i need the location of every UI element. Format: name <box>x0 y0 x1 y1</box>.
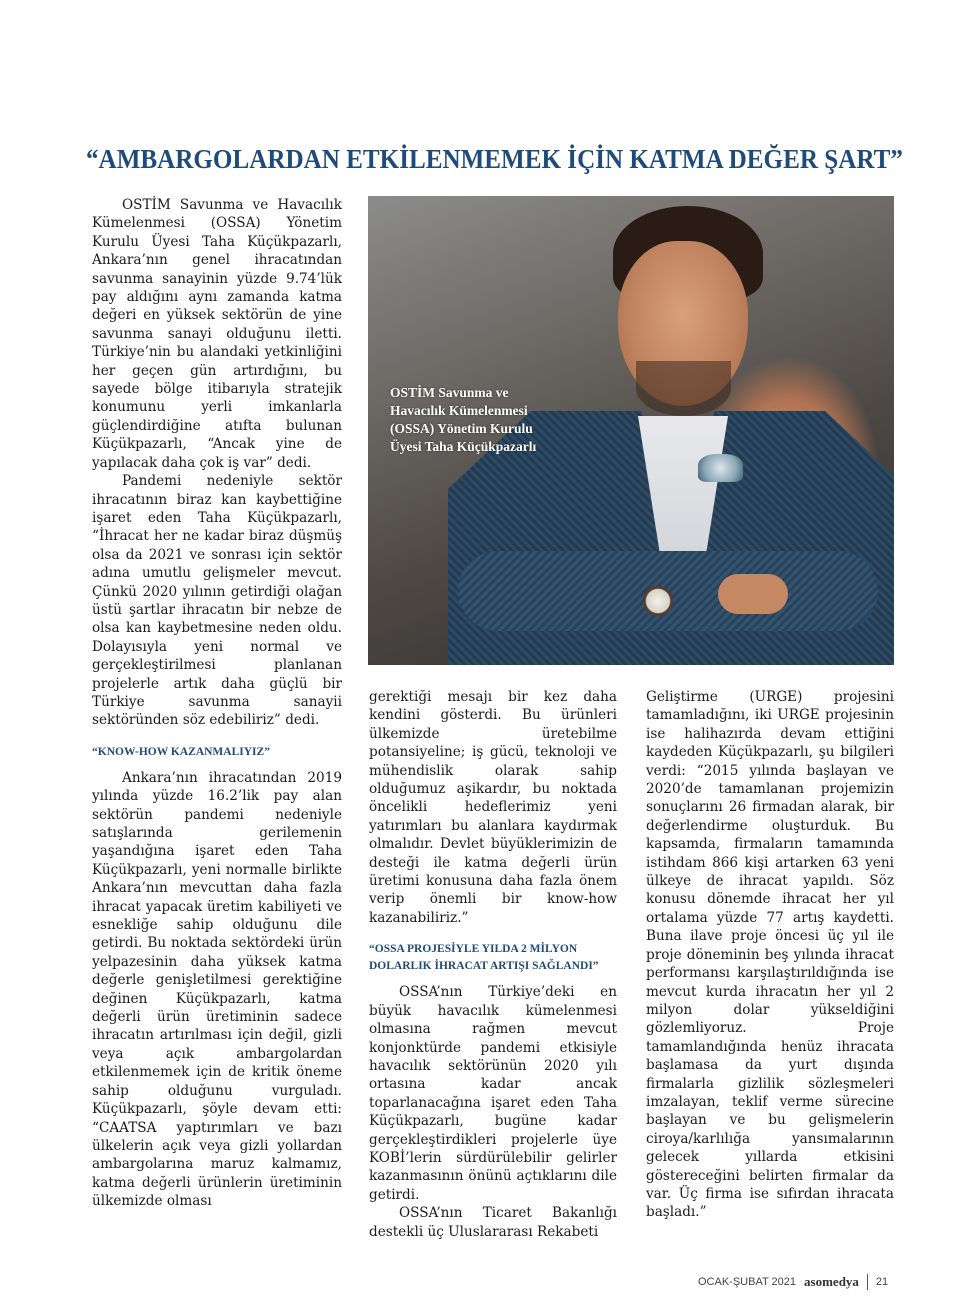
paragraph: Pandemi nedeniyle sektör ihracatının biraz kan kaybettiğine işaret eden Taha Küçükpazarlı, “İhracat her ne kadar biraz düşmüş olsa da 2021 ve sonrası için sektör adına umutlu gelişmeler mevcut. Çünkü 2020 yılının getirdiği olağan üstü şartlar ihracatın bir nebze de olsa kan kaybetmesine neden oldu. Dolayısıyla yeni normal ve gerçekleştirilmesi planlanan projelerle artık daha güçlü bir Türkiye savunma sanayii sektöründen söz edebiliriz” dedi. <box>92 473 342 729</box>
paragraph: Geliştirme (URGE) projesini tamamladığını, iki URGE projesinin ise halihazırda devam ettiğini kaydeden Küçükpazarlı, şu bilgileri verdi: “2015 yılında başlayan ve 2020’de tamamlanan projemizin sonuçlarını 26 firmadan alarak, bir değerlendirme oluşturduk. Bu kapsamda, firmaların tamamında istihdam 866 kişi artarken 63 yeni ülkeye de ihracat yapıldı. Söz konusu dönemde ihracat her yıl ortalama yüzde 77 artış kaydetti. Buna ilave proje öncesi üç yıl ile proje döneminin beş yılında ihracat performansı karşılaştırıldığında ise mevcut kurda ihracatın her yıl 2 milyon dolar yükseldiğini gözlemliyoruz. Proje tamamlandığında henüz ihracata başlamasa da yurt dışında firmalarla gizlilik sözleşmeleri imzalayan, teklif verme sürecine başlayan ve bu gelişmelerin ciroya/karlılığa yansımalarının gelecek yıllarda etkisini göstereceğini belirten firmalar da var. Üç firma ise sıfırdan ihracata başladı.” <box>646 689 894 1221</box>
paragraph: OSSA’nın Türkiye’deki en büyük havacılık kümelenmesi olmasına rağmen mevcut konjonktürde pandemi etkisiyle havacılık sektörünün 2020 yılı ortasına kadar ancak toparlanacağına işaret eden Taha Küçükpazarlı, bugüne kadar gerçekleştirdikleri projelerle üye KOBİ’lerin sürdürülebilir gelirler kazanmasının önünü açtıklarını dile getirdi. <box>369 984 617 1203</box>
paragraph: gerektiği mesajı bir kez daha kendini gösterdi. Bu ürünleri ülkemizde üretebilme potansiyeline; iş gücü, teknoloji ve mühendislik olarak sahip olduğumuz aşikardır, bu noktada öncelikli hedeflerimiz yeni yatırımları bu alanlara kaydırmak olmalıdır. Devlet büyüklerimizin de desteği ile katma değerli ürün üretimi konusuna daha fazla önem verip önemli bir know-how kazanabiliriz.” <box>369 689 617 926</box>
article-headline: “AMBARGOLARDAN ETKİLENMEMEK İÇİN KATMA DEĞER ŞART” <box>86 144 903 174</box>
magazine-brand: asomedya <box>804 1274 859 1289</box>
issue-date: OCAK-ŞUBAT 2021 <box>698 1276 797 1288</box>
portrait-photo <box>368 196 894 665</box>
footer-divider <box>867 1274 868 1290</box>
photo-caption: OSTİM Savunma ve Havacılık Kümelenmesi (OSSA) Yönetim Kurulu Üyesi Taha Küçükpazarlı <box>390 385 537 454</box>
subheading: “OSSA PROJESİYLE YILDA 2 MİLYON DOLARLIK İHRACAT ARTIŞI SAĞLANDI” <box>369 943 599 973</box>
page-number: 21 <box>875 1276 889 1288</box>
article-column-3 <box>646 688 894 1222</box>
paragraph: OSSA’nın Ticaret Bakanlığı destekli üç Uluslararası Rekabeti <box>369 1205 617 1240</box>
page-footer <box>698 1273 888 1291</box>
article-column-1 <box>92 196 342 1211</box>
article-column-2 <box>369 688 617 1241</box>
subheading: “KNOW-HOW KAZANMALIYIZ” <box>92 745 270 758</box>
paragraph: OSTİM Savunma ve Havacılık Kümelenmesi (OSSA) Yönetim Kurulu Üyesi Taha Küçükpazarlı, Ankara’nın genel ihracatından savunma sanayinin yüzde 9.74’lük pay aldığını aynı zamanda katma değeri en yüksek sektörün de yine savunma sanayi olduğunu iletti. Türkiye’nin bu alandaki yetkinliğini her geçen gün artırdığını, bu sayede bölge itibarıyla stratejik konumunu yerli imkanlarla güçlendirdiğine atıfta bulunan Küçükpazarlı, “Ancak yine de yapılacak daha çok iş var” dedi. <box>92 197 342 471</box>
paragraph: Ankara’nın ihracatından 2019 yılında yüzde 16.2’lik pay alan sektörün pandemi nedeniyle satışlarında gerilemenin yaşandığına işaret eden Taha Küçükpazarlı, yeni normalle birlikte Ankara’nın mevcuttan daha fazla ihracat yapacak üretim kabiliyeti ve esnekliğe sahip olduğunu dile getirdi. Bu noktada sektördeki ürün yelpazesinin daha yüksek katma değerle genişletilmesi gerektiğine değinen Küçükpazarlı, katma değerli ürün üretiminin sadece ihracatın artırılması için değil, gizli veya açık ambargolardan etkilenmemek için de kritik öneme sahip olduğunu vurguladı. Küçükpazarlı, şöyle devam etti: “CAATSA yaptırımları ve bazı ülkelerin açık veya gizli yollardan ambargolarına maruz kalmamız, katma değerli ürünlerin üretiminin ülkemizde olması <box>92 769 342 1210</box>
